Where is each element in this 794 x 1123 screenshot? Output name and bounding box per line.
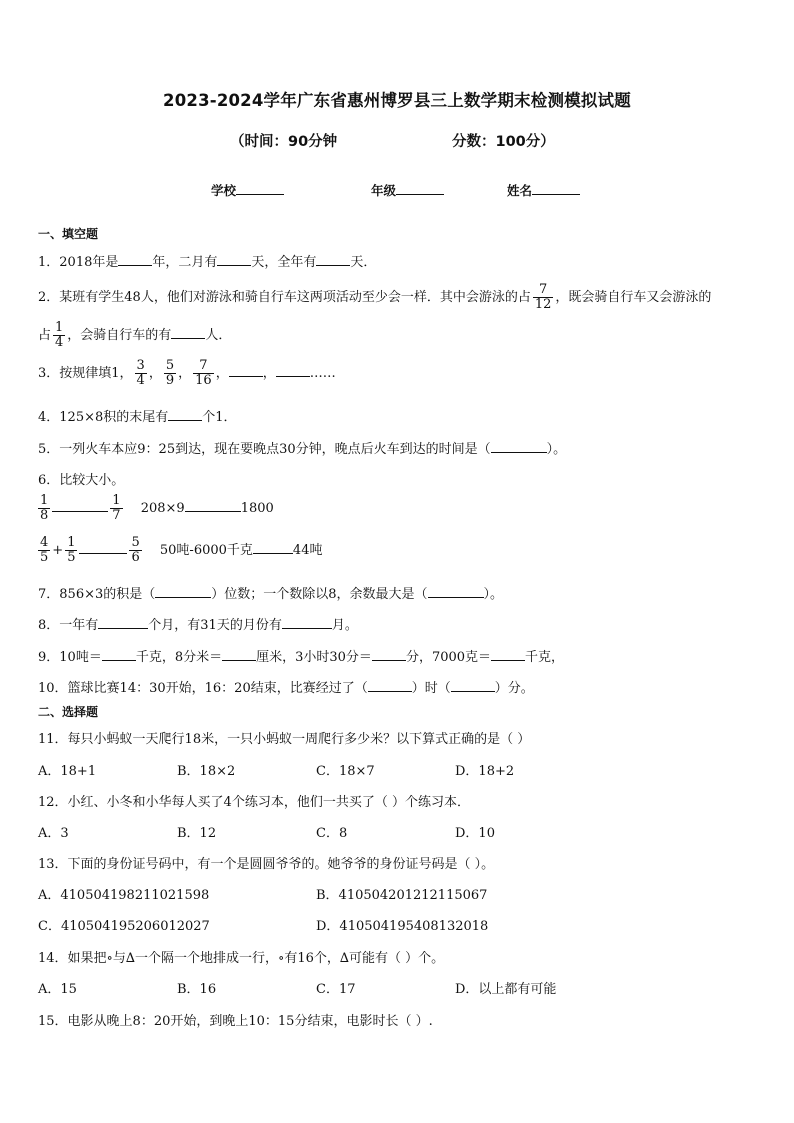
q12-option-c[interactable]: C．8: [316, 826, 348, 841]
q1-blank-3[interactable]: [316, 253, 350, 266]
q6-fraction-5: [129, 536, 141, 565]
q14-option-d[interactable]: D．以上都有可能: [455, 982, 557, 997]
q1-text-b: 年，二月有: [152, 255, 218, 270]
q8-blank-1[interactable]: [98, 616, 148, 629]
q6-fraction-3: [38, 536, 50, 565]
q7-text-b: ）位数；一个数除以8，余数最大是（: [211, 587, 428, 602]
q8-text-c: 月。: [331, 618, 358, 633]
q2-fraction-1: [533, 283, 554, 312]
q6-fraction-2: [110, 494, 122, 523]
question-14: 14．如果把∘与∆一个隔一个地排成一行，∘有16个，∆可能有（ ）个。: [38, 951, 445, 966]
q9-text-e: 千克，: [525, 650, 565, 665]
q14-option-c[interactable]: C．17: [316, 982, 356, 997]
question-12: 12．小红、小冬和小华每人买了4个练习本，他们一共买了（ ）个练习本．: [38, 795, 470, 810]
q2-text-c: 占: [38, 328, 52, 343]
q6-fraction-4: [65, 536, 77, 565]
question-2-line-1: [38, 283, 711, 312]
q3-fraction-1: [135, 359, 147, 388]
q14-option-b[interactable]: B．16: [177, 982, 217, 997]
frac-den: 5: [67, 550, 76, 565]
grade-field: [371, 181, 444, 199]
q1-text-c: 天，全年有: [251, 255, 317, 270]
q6-blank-4[interactable]: [253, 541, 293, 554]
question-13: 13．下面的身份证号码中，有一个是圆圆爷爷的。她爷爷的身份证号码是（ ）。: [38, 857, 495, 872]
frac-den: 4: [136, 373, 145, 388]
frac-den: 12: [534, 297, 552, 312]
q2-text-b: ，既会骑自行车又会游泳的: [555, 290, 712, 305]
q12-option-b[interactable]: B．12: [177, 826, 217, 841]
q9-text-d: 分，7000克＝: [405, 650, 492, 665]
frac-num: 1: [67, 535, 76, 550]
q9-text-b: 千克，8分米＝: [135, 650, 223, 665]
name-blank[interactable]: [532, 182, 580, 195]
school-blank[interactable]: [236, 182, 284, 195]
q2-text-e: 人．: [205, 328, 232, 343]
section-fill-blank-title: 一、填空题: [38, 227, 99, 241]
frac-den: 5: [40, 550, 49, 565]
q6-expr-1: 208×9: [140, 501, 185, 516]
frac-num: 4: [40, 535, 49, 550]
q6-expr-3: 50吨-6000千克: [159, 543, 253, 558]
q9-blank-1[interactable]: [102, 648, 136, 661]
q3-text-a: 3．按规律填1，: [38, 366, 133, 381]
frac-den: 9: [165, 373, 175, 388]
q2-blank[interactable]: [171, 326, 205, 339]
q5-blank[interactable]: [491, 440, 547, 453]
frac-num: 5: [131, 535, 140, 550]
question-4: [38, 406, 237, 425]
grade-label: 年级: [371, 183, 397, 198]
grade-blank[interactable]: [396, 182, 444, 195]
question-6-row-2: [36, 536, 322, 565]
q9-blank-4[interactable]: [491, 648, 525, 661]
q12-option-d[interactable]: D．10: [455, 826, 495, 841]
question-15: 15．电影从晚上8：20开始，到晚上10：15分结束，电影时长（ ）.: [38, 1014, 433, 1029]
question-6-row-1: [36, 494, 274, 523]
q2-text-a: 2．某班有学生48人，他们对游泳和骑自行车这两项活动至少会一样．其中会游泳的占: [38, 290, 531, 305]
q6-fraction-1: [38, 494, 50, 523]
frac-den: 8: [40, 508, 49, 523]
question-9: [38, 646, 564, 665]
q3-sep: ，: [262, 366, 276, 381]
frac-num: 1: [112, 493, 121, 508]
q10-text-b: ）时（: [411, 681, 451, 696]
question-10: [38, 677, 534, 696]
q6-blank-1[interactable]: [52, 499, 108, 512]
q11-option-a[interactable]: A．18+1: [38, 764, 97, 779]
q11-option-c[interactable]: C．18×7: [316, 764, 375, 779]
q13-option-a[interactable]: A．410504198211021598: [38, 888, 210, 903]
question-5: [38, 438, 566, 457]
q3-blank-2[interactable]: [276, 364, 310, 377]
q5-text-a: 5．一列火车本应9：25到达，现在要晚点30分钟，晚点后火车到达的时间是（: [38, 442, 491, 457]
q9-blank-3[interactable]: [372, 648, 406, 661]
q4-blank[interactable]: [168, 408, 202, 421]
question-1: [38, 251, 376, 270]
frac-den: 6: [131, 550, 140, 565]
score-label: 分数：100分）: [452, 134, 555, 150]
q9-text-a: 9．10吨＝: [38, 650, 102, 665]
school-label: 学校: [211, 183, 237, 198]
q8-blank-2[interactable]: [282, 616, 332, 629]
question-7: [38, 583, 503, 602]
frac-den: 7: [112, 508, 121, 523]
q2-text-d: ，会骑自行车的有: [67, 328, 172, 343]
frac-num: 3: [136, 358, 145, 373]
q3-blank-1[interactable]: [229, 364, 263, 377]
q7-text-c: ）。: [483, 587, 504, 602]
frac-num: 1: [40, 493, 49, 508]
q2-fraction-2: [53, 321, 65, 350]
q3-fraction-3: [193, 359, 214, 388]
q6-expr-4: 44吨: [292, 543, 323, 558]
q9-text-c: 厘米，3小时30分＝: [256, 650, 372, 665]
q1-text-a: 1．2018年是: [38, 255, 119, 270]
q10-text-c: ）分。: [494, 681, 534, 696]
q5-text-b: ）。: [546, 442, 567, 457]
q13-option-b[interactable]: B．410504201212115067: [316, 888, 488, 903]
q13-option-c[interactable]: C．410504195206012027: [38, 919, 210, 934]
time-label: （时间：90分钟: [230, 134, 338, 150]
q7-blank-1[interactable]: [155, 585, 211, 598]
q10-text-a: 10．篮球比赛14：30开始，16：20结束，比赛经过了（: [38, 681, 368, 696]
q1-blank-1[interactable]: [118, 253, 152, 266]
q10-blank-1[interactable]: [368, 679, 412, 692]
q6-plus: +: [52, 543, 64, 558]
frac-num: 7: [538, 282, 548, 297]
q3-fraction-2: [164, 359, 176, 388]
question-2-line-2: [38, 321, 231, 350]
q4-text-a: 4．125×8积的末尾有: [38, 410, 169, 425]
question-3: [38, 359, 336, 388]
q8-text-a: 8．一年有: [38, 618, 99, 633]
frac-num: 5: [165, 358, 175, 373]
question-6: 6．比较大小。: [38, 473, 125, 488]
frac-den: 16: [195, 373, 212, 388]
q11-option-d[interactable]: D．18+2: [455, 764, 515, 779]
q11-option-b[interactable]: B．18×2: [177, 764, 236, 779]
q3-sep: ，: [148, 366, 162, 381]
section-choice-title: 二、选择题: [38, 705, 99, 719]
question-11: 11．每只小蚂蚁一天爬行18米，一只小蚂蚁一周爬行多少米？以下算式正确的是（ ）: [38, 732, 531, 747]
school-field: [211, 181, 284, 199]
q3-sep: ，: [215, 366, 229, 381]
q14-option-a[interactable]: A．15: [38, 982, 77, 997]
q6-blank-2[interactable]: [185, 499, 241, 512]
q7-blank-2[interactable]: [428, 585, 484, 598]
q1-text-d: 天．: [350, 255, 377, 270]
q9-blank-2[interactable]: [222, 648, 256, 661]
name-label: 姓名: [507, 183, 533, 198]
q8-text-b: 个月，有31天的月份有: [148, 618, 282, 633]
page-title: 2023-2024学年广东省惠州博罗县三上数学期末检测模拟试题: [163, 91, 631, 110]
q4-text-b: 个1．: [202, 410, 237, 425]
q3-sep: ，: [178, 366, 192, 381]
q7-text-a: 7．856×3的积是（: [38, 587, 156, 602]
q6-blank-3[interactable]: [79, 541, 127, 554]
question-8: [38, 614, 358, 633]
frac-num: 7: [199, 358, 208, 373]
name-field: [507, 181, 580, 199]
q6-expr-2: 1800: [240, 501, 274, 516]
q3-ellipsis: ……: [309, 366, 336, 381]
q13-option-d[interactable]: D．410504195408132018: [316, 919, 489, 934]
frac-den: 4: [55, 335, 64, 350]
q10-blank-2[interactable]: [451, 679, 495, 692]
q12-option-a[interactable]: A．3: [38, 826, 69, 841]
frac-num: 1: [55, 320, 64, 335]
q1-blank-2[interactable]: [217, 253, 251, 266]
